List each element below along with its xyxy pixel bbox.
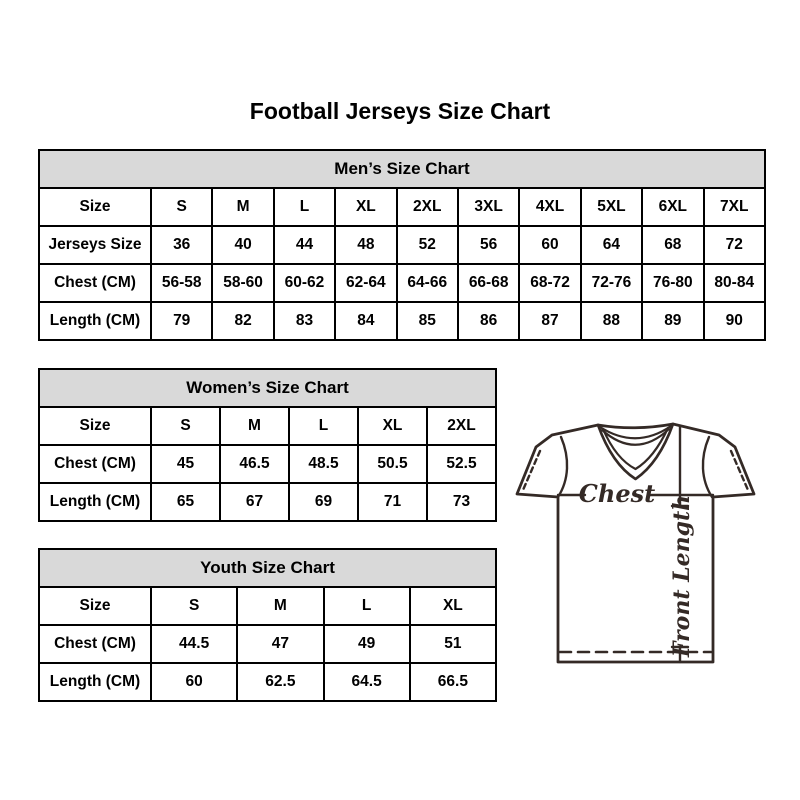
size-cell: 56 [458,226,519,264]
row-label: Length (CM) [39,663,151,701]
table-row [39,302,765,340]
left-armhole-seam [558,437,567,497]
size-cell: XL [335,188,396,226]
size-cell: 50.5 [358,445,427,483]
size-cell: 90 [704,302,765,340]
size-cell: 36 [151,226,212,264]
size-cell: 83 [274,302,335,340]
table-row [39,625,496,663]
size-cell: M [237,587,323,625]
size-cell: 56-58 [151,264,212,302]
size-cell: 67 [220,483,289,521]
size-cell: 84 [335,302,396,340]
front-length-label: Front Length [669,494,695,658]
size-cell: 52.5 [427,445,496,483]
size-cell: XL [358,407,427,445]
size-cell: 40 [212,226,273,264]
size-cell: 88 [581,302,642,340]
jersey-measurement-diagram [500,398,778,674]
size-cell: 79 [151,302,212,340]
size-cell: 87 [519,302,580,340]
size-cell: 46.5 [220,445,289,483]
size-cell: 82 [212,302,273,340]
row-label: Length (CM) [39,483,151,521]
table-row [39,663,496,701]
size-cell: 80-84 [704,264,765,302]
size-cell: M [212,188,273,226]
right-armhole-seam [703,437,712,497]
size-cell: L [274,188,335,226]
table-row [39,587,496,625]
size-cell: 66.5 [410,663,496,701]
size-cell: 52 [397,226,458,264]
size-cell: 6XL [642,188,703,226]
size-cell: 4XL [519,188,580,226]
size-cell: 49 [324,625,410,663]
table-row [39,483,496,521]
row-label: Chest (CM) [39,625,151,663]
row-label: Chest (CM) [39,445,151,483]
size-cell: 71 [358,483,427,521]
table-row [39,264,765,302]
size-cell: 51 [410,625,496,663]
mens-size-table [38,149,766,341]
size-cell: 60-62 [274,264,335,302]
row-label: Jerseys Size [39,226,151,264]
size-cell: 7XL [704,188,765,226]
row-label: Size [39,188,151,226]
size-cell: 5XL [581,188,642,226]
size-cell: S [151,407,220,445]
size-cell: 44.5 [151,625,237,663]
womens-size-table [38,368,497,522]
size-cell: 47 [237,625,323,663]
men-table-title: Men’s Size Chart [39,150,765,188]
size-cell: 66-68 [458,264,519,302]
youth-table-title: Youth Size Chart [39,549,496,587]
size-cell: 72 [704,226,765,264]
size-cell: 60 [151,663,237,701]
youth-size-table [38,548,497,702]
size-cell: 2XL [397,188,458,226]
table-row [39,407,496,445]
size-cell: M [220,407,289,445]
women-table-title: Women’s Size Chart [39,369,496,407]
size-cell: 48 [335,226,396,264]
size-cell: S [151,587,237,625]
chest-label: Chest [578,479,656,508]
size-cell: 85 [397,302,458,340]
size-cell: 62-64 [335,264,396,302]
size-cell: 64-66 [397,264,458,302]
size-cell: L [289,407,358,445]
size-cell: 86 [458,302,519,340]
row-label: Size [39,587,151,625]
size-cell: XL [410,587,496,625]
size-cell: 58-60 [212,264,273,302]
size-cell: 45 [151,445,220,483]
size-cell: 72-76 [581,264,642,302]
size-cell: 2XL [427,407,496,445]
collar-band-curve [602,429,669,445]
size-cell: 62.5 [237,663,323,701]
size-cell: 68 [642,226,703,264]
size-cell: 44 [274,226,335,264]
table-row [39,445,496,483]
size-cell: L [324,587,410,625]
page-title: Football Jerseys Size Chart [249,98,551,124]
size-cell: 64.5 [324,663,410,701]
row-label: Length (CM) [39,302,151,340]
row-label: Size [39,407,151,445]
size-cell: 65 [151,483,220,521]
row-label: Chest (CM) [39,264,151,302]
size-cell: S [151,188,212,226]
size-cell: 76-80 [642,264,703,302]
size-cell: 89 [642,302,703,340]
size-cell: 73 [427,483,496,521]
size-cell: 64 [581,226,642,264]
table-row [39,188,765,226]
size-cell: 60 [519,226,580,264]
size-cell: 3XL [458,188,519,226]
size-cell: 48.5 [289,445,358,483]
jersey-outline-shape [517,424,754,662]
size-cell: 69 [289,483,358,521]
size-cell: 68-72 [519,264,580,302]
table-row [39,226,765,264]
